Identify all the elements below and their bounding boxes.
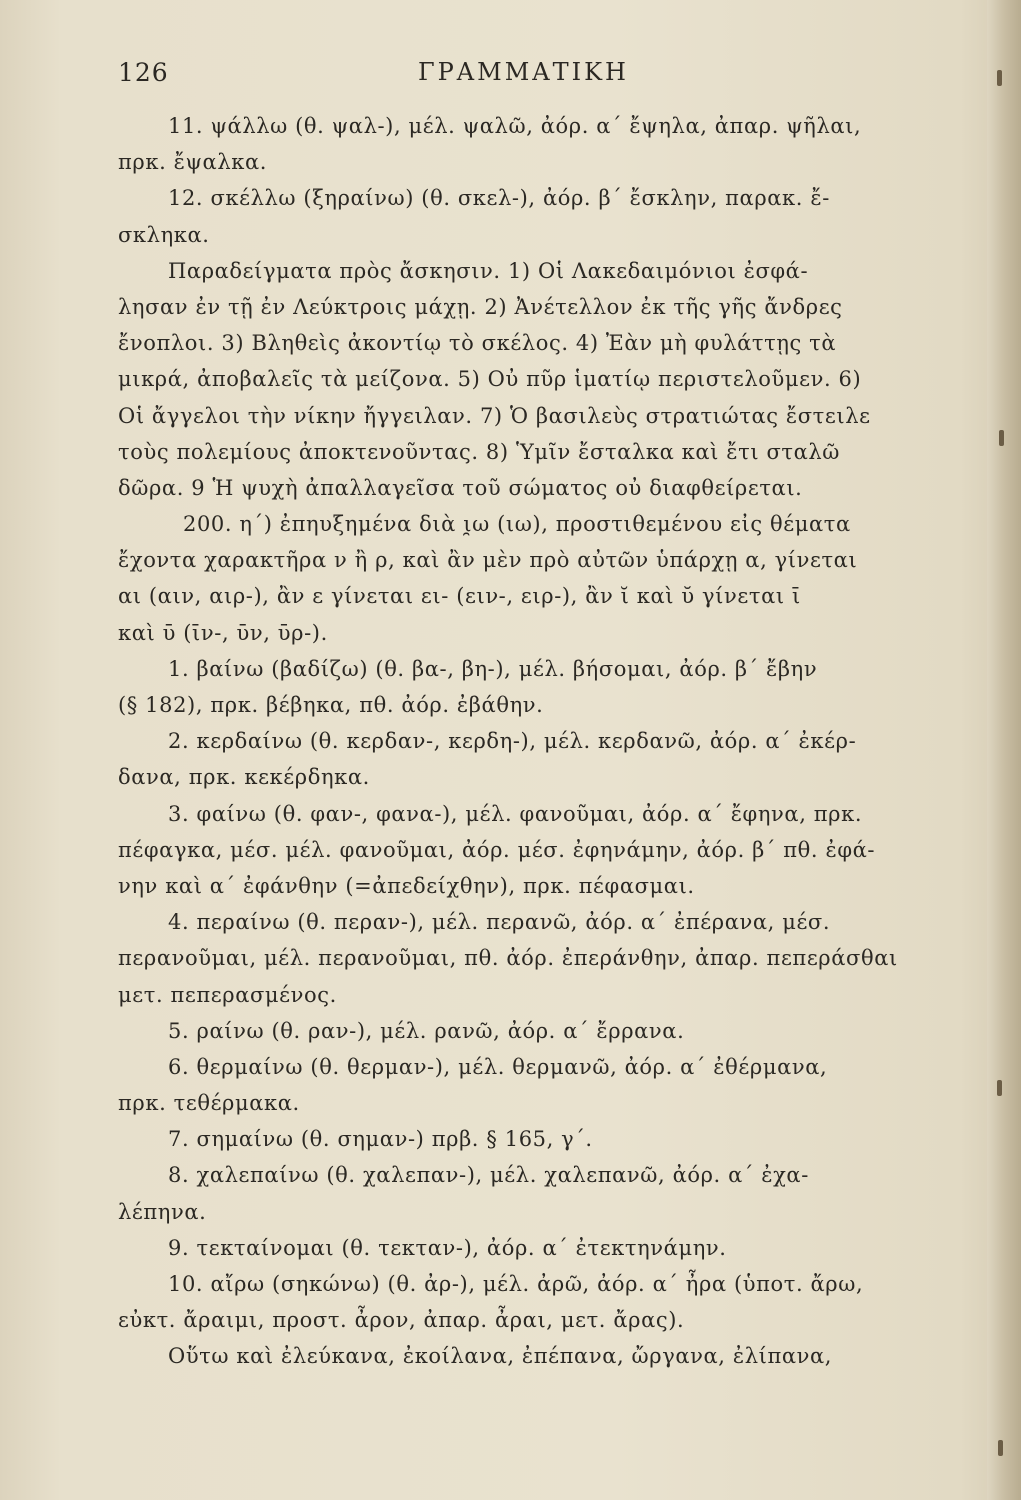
text-line: 12. σκέλλω (ξηραίνω) (θ. σκελ-), ἀόρ. β΄ ἔσκλην, παρακ. ἔ- <box>168 186 830 211</box>
text-line: δανα, πρκ. κεκέρδηκα. <box>118 765 370 790</box>
text-line: Οἱ ἄγγελοι τὴν νίκην ἤγγειλαν. 7) Ὁ βασιλεὺς στρατιώτας ἔστειλε <box>118 403 871 428</box>
section-200-line: 200. η΄) ἐπηυξημένα διὰ ι̯ω (ιω), προστιθεμένου εἰς θέματα <box>183 512 851 537</box>
text-line: πρκ. ἔψαλκα. <box>118 150 268 175</box>
text-line: λησαν ἐν τῇ ἐν Λεύκτροις μάχῃ. 2) Ἀνέτελλον ἐκ τῆς γῆς ἄνδρες <box>118 294 843 319</box>
edge-mark <box>999 430 1004 446</box>
text-line: ἔχοντα χαρακτῆρα ν ἢ ρ, καὶ ἂν μὲν πρὸ αὐτῶν ὑπάρχῃ α, γίνεται <box>118 548 858 573</box>
text-line: πέφαγκα, μέσ. μέλ. φανοῦμαι, ἀόρ. μέσ. ἐφηνάμην, ἀόρ. β΄ πθ. ἐφά- <box>118 837 876 862</box>
text-line: 11. ψάλλω (θ. ψαλ-), μέλ. ψαλῶ, ἀόρ. α΄ ἔψηλα, ἀπαρ. ψῆλαι, <box>168 114 862 138</box>
text-line: μετ. πεπερασμένος. <box>118 982 337 1007</box>
text-line: Οὕτω καὶ ἐλεύκανα, ἐκοίλανα, ἐπέπανα, ὤργανα, ἐλίπανα, <box>168 1344 833 1369</box>
text-line: 2. κερδαίνω (θ. κερδαν-, κερδη-), μέλ. κερδανῶ, ἀόρ. α΄ ἐκέρ- <box>168 729 857 754</box>
text-line: περανοῦμαι, μέλ. περανοῦμαι, πθ. ἀόρ. ἐπεράνθην, ἀπαρ. πεπεράσθαι <box>118 946 898 971</box>
page-header <box>118 58 918 98</box>
edge-mark <box>997 70 1002 86</box>
text-line: καὶ ῡ (ῑν-, ῡν, ῡρ-). <box>118 620 328 645</box>
text-line: τοὺς πολεμίους ἀποκτενοῦντας. 8) Ὑμῖν ἔσταλκα καὶ ἔτι σταλῶ <box>118 439 841 464</box>
text-line: 8. χαλεπαίνω (θ. χαλεπαν-), μέλ. χαλεπανῶ, ἀόρ. α΄ ἐχα- <box>168 1163 809 1188</box>
text-line: 3. φαίνω (θ. φαν-, φανα-), μέλ. φανοῦμαι, ἀόρ. α΄ ἔφηνα, πρκ. <box>168 801 863 826</box>
text-line: πρκ. τεθέρμακα. <box>118 1091 300 1116</box>
text-line: σκληκα. <box>118 222 210 247</box>
text-line: εὐκτ. ἄραιμι, προστ. ἆρον, ἀπαρ. ἆραι, μετ. ἄρας). <box>118 1308 685 1333</box>
text-line: 6. θερμαίνω (θ. θερμαν-), μέλ. θερμανῶ, ἀόρ. α΄ ἐθέρμανα, <box>168 1054 828 1079</box>
page-number: 126 <box>118 58 169 87</box>
edge-mark <box>998 1440 1003 1456</box>
text-line: 4. περαίνω (θ. περαν-), μέλ. περανῶ, ἀόρ. α΄ ἐπέρανα, μέσ. <box>168 910 831 935</box>
text-line: 1. βαίνω (βαδίζω) (θ. βα-, βη-), μέλ. βήσομαι, ἀόρ. β΄ ἔβην <box>168 656 818 681</box>
edge-mark <box>997 1080 1002 1096</box>
running-head: ΓΡΑΜΜΑΤΙΚΗ <box>418 58 629 86</box>
text-line: λέπηνα. <box>118 1199 207 1224</box>
text-line: μικρά, ἀποβαλεῖς τὰ μείζονα. 5) Οὐ πῦρ ἱματίῳ περιστελοῦμεν. 6) <box>118 367 862 392</box>
text-line: αι (αιν, αιρ-), ἂν ε γίνεται ει- (ειν-, ειρ-), ἂν ῐ καὶ ῠ γίνεται ῑ <box>118 584 801 609</box>
text-line: 7. σημαίνω (θ. σημαν-) πρβ. § 165, γ΄. <box>168 1127 593 1152</box>
text-line: 9. τεκταίνομαι (θ. τεκταν-), ἀόρ. α΄ ἐτεκτηνάμην. <box>168 1235 727 1260</box>
text-line: (§ 182), πρκ. βέβηκα, πθ. ἀόρ. ἐβάθην. <box>118 693 544 717</box>
exercise-heading-line: Παραδείγματα πρὸς ἄσκησιν. 1) Οἱ Λακεδαιμόνιοι ἐσφά- <box>168 258 809 283</box>
page-edge-shadow <box>987 0 1021 1500</box>
page-body <box>118 108 933 1375</box>
text-line: 10. αἴρω (σηκώνω) (θ. ἀρ-), μέλ. ἀρῶ, ἀόρ. α΄ ἦρα (ὑποτ. ἄρω, <box>168 1272 864 1296</box>
text-line: νην καὶ α΄ ἐφάνθην (=ἀπεδείχθην), πρκ. πέφασμαι. <box>118 873 695 898</box>
text-line: 5. ραίνω (θ. ραν-), μέλ. ρανῶ, ἀόρ. α΄ ἔρρανα. <box>168 1018 685 1043</box>
text-line: ἔνοπλοι. 3) Βληθεὶς ἀκοντίῳ τὸ σκέλος. 4) Ἐὰν μὴ φυλάττῃς τὰ <box>118 331 837 356</box>
text-line: δῶρα. 9 Ἡ ψυχὴ ἀπαλλαγεῖσα τοῦ σώματος οὐ διαφθείρεται. <box>118 475 803 500</box>
